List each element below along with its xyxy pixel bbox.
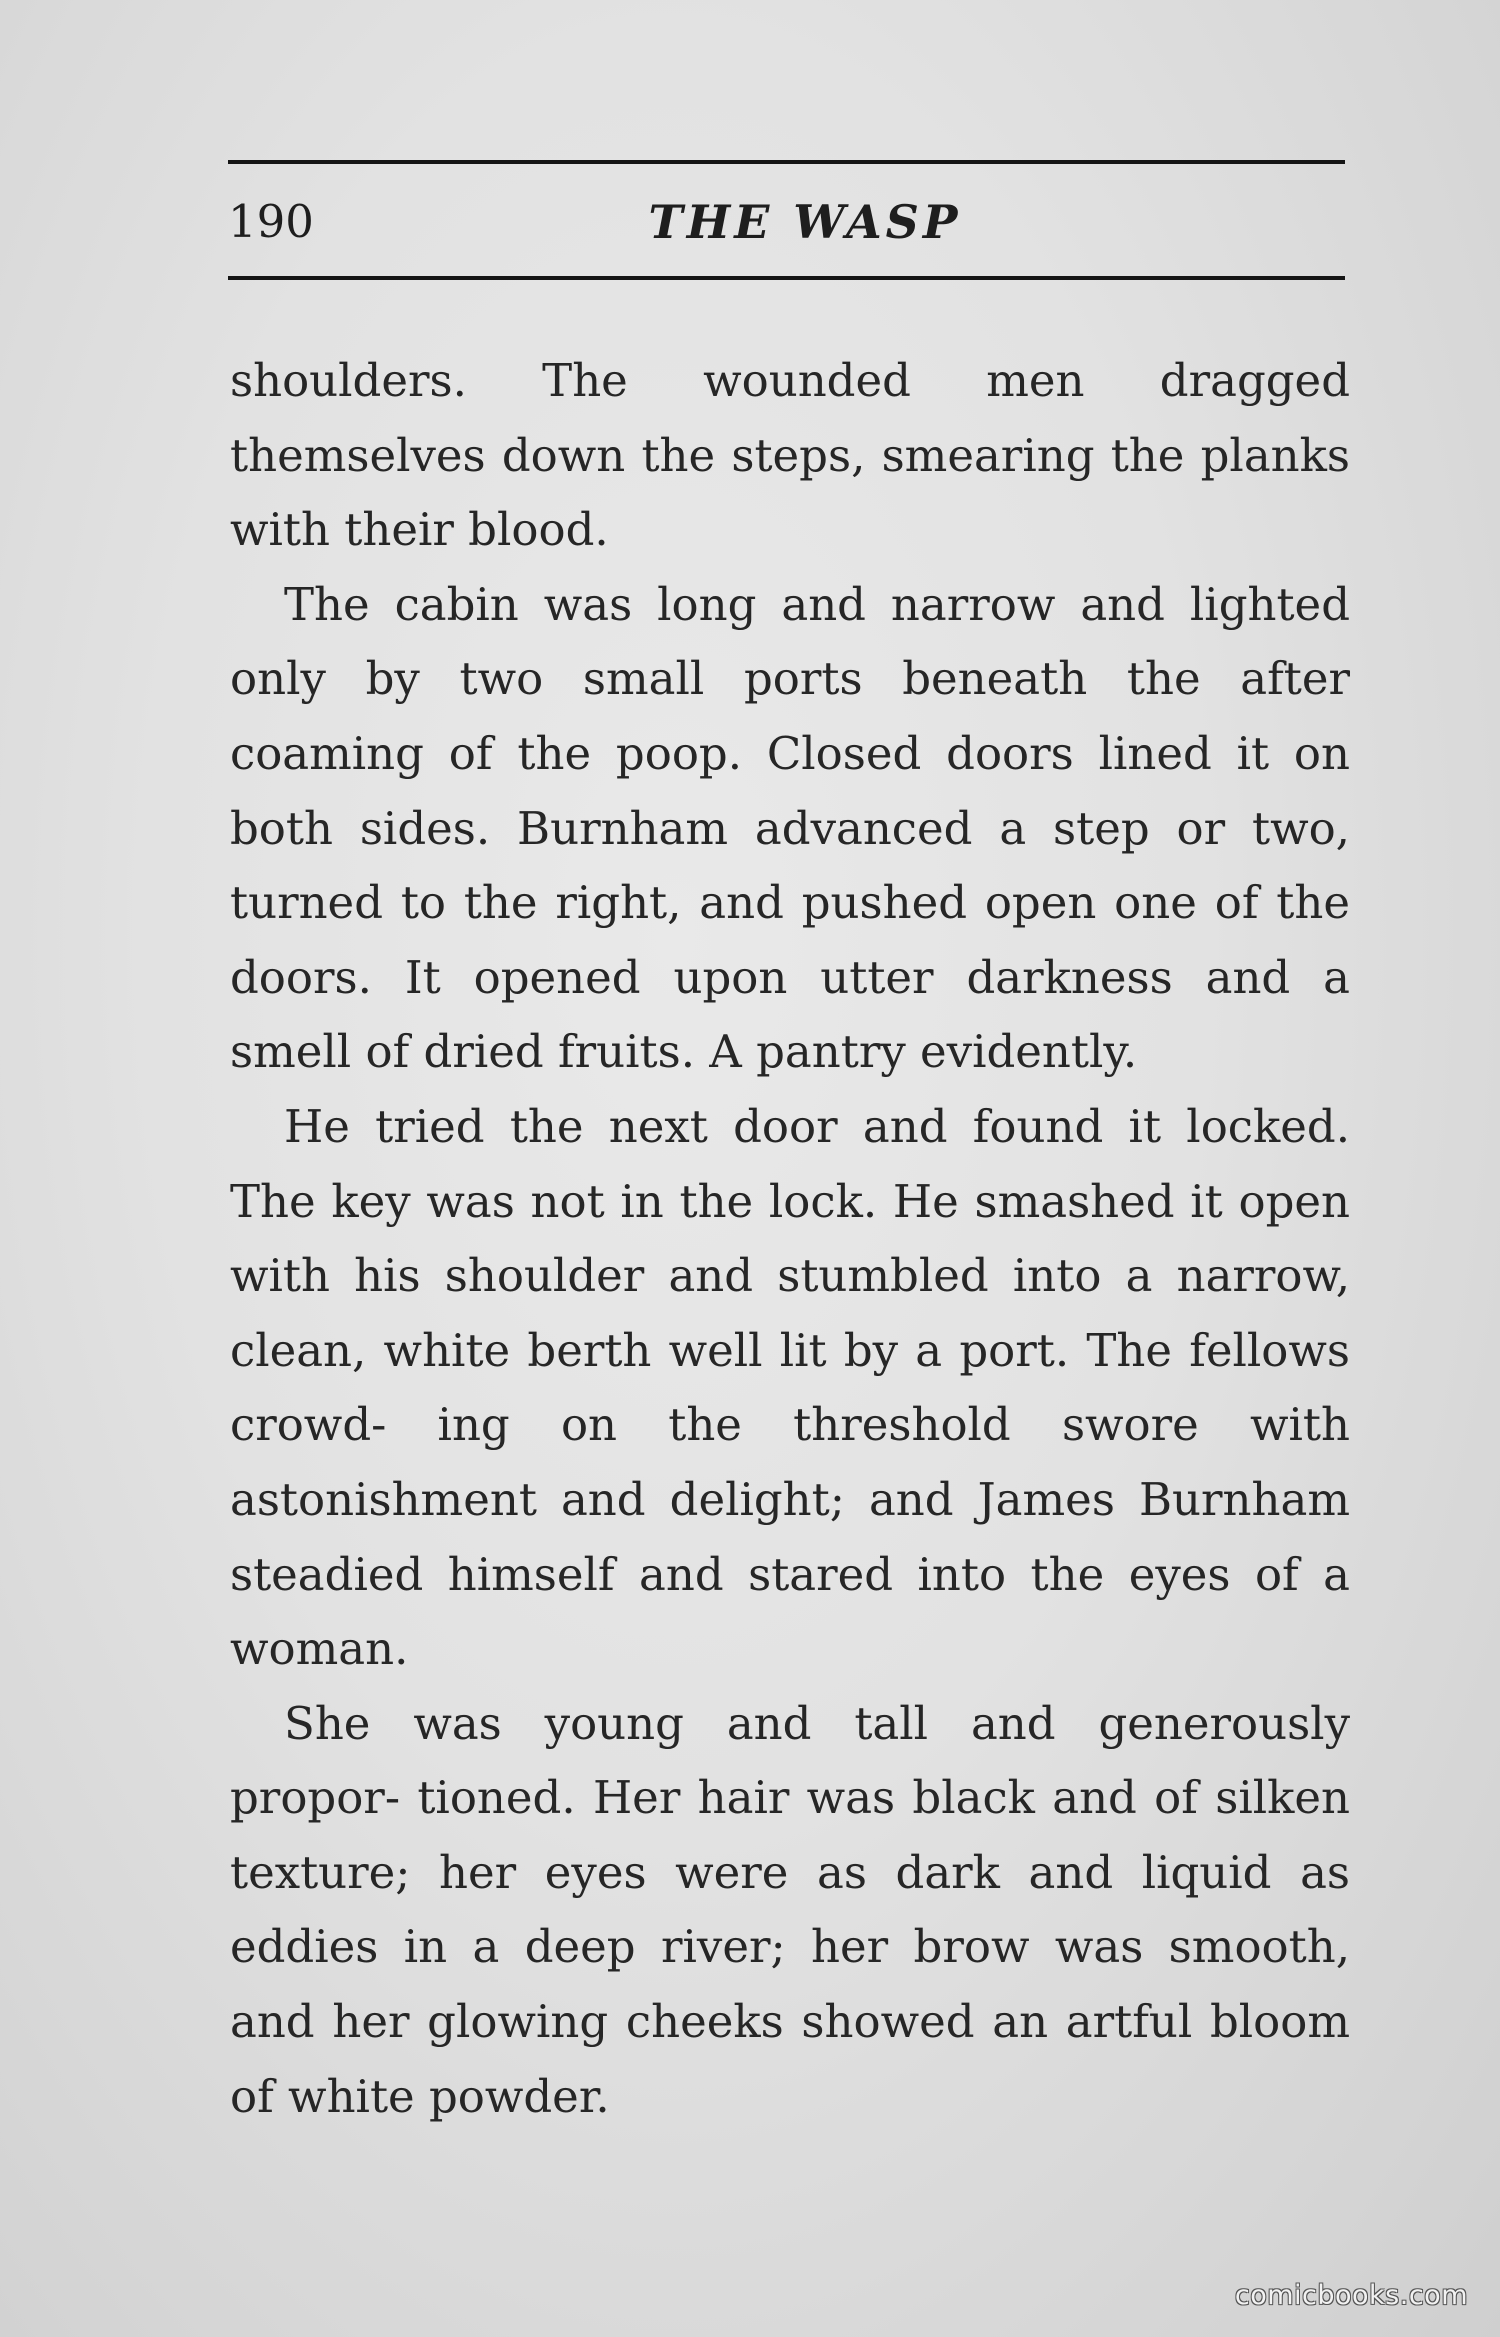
paragraph: She was young and tall and generously propor- tioned. Her hair was black and of silken texture; her eyes were as dark and liquid as eddies in a deep river; her brow was smooth, and her glowing cheeks showed an artful bloom of white powder. [230, 1696, 1350, 2123]
paragraph: The cabin was long and narrow and lighted only by two small ports beneath the after coaming of the poop. Closed doors lined it on both sides. Burnham advanced a step or two, turned to the right, and pushed open one of the doors. It opened upon utter darkness and a smell of dried fruits. A pantry evidently. [230, 577, 1350, 1079]
header-top-rule [228, 160, 1345, 164]
paragraph: He tried the next door and found it locked. The key was not in the lock. He smashed it open with his shoulder and stumbled into a narrow, clean, white berth well lit by a port. The fellows crowd- ing on the threshold swore with astonishment and delight; and James Burnham steadied himself and stared into the eyes of a woman. [230, 1099, 1350, 1676]
running-title: THE WASP [648, 195, 962, 249]
watermark: comicbooks.com [1234, 2280, 1468, 2311]
paragraph: shoulders. The wounded men dragged themselves down the steps, smearing the planks with their blood. [230, 354, 1350, 557]
header-bottom-rule [228, 276, 1345, 280]
page-number: 190 [228, 195, 314, 248]
body-text [230, 344, 1350, 2134]
